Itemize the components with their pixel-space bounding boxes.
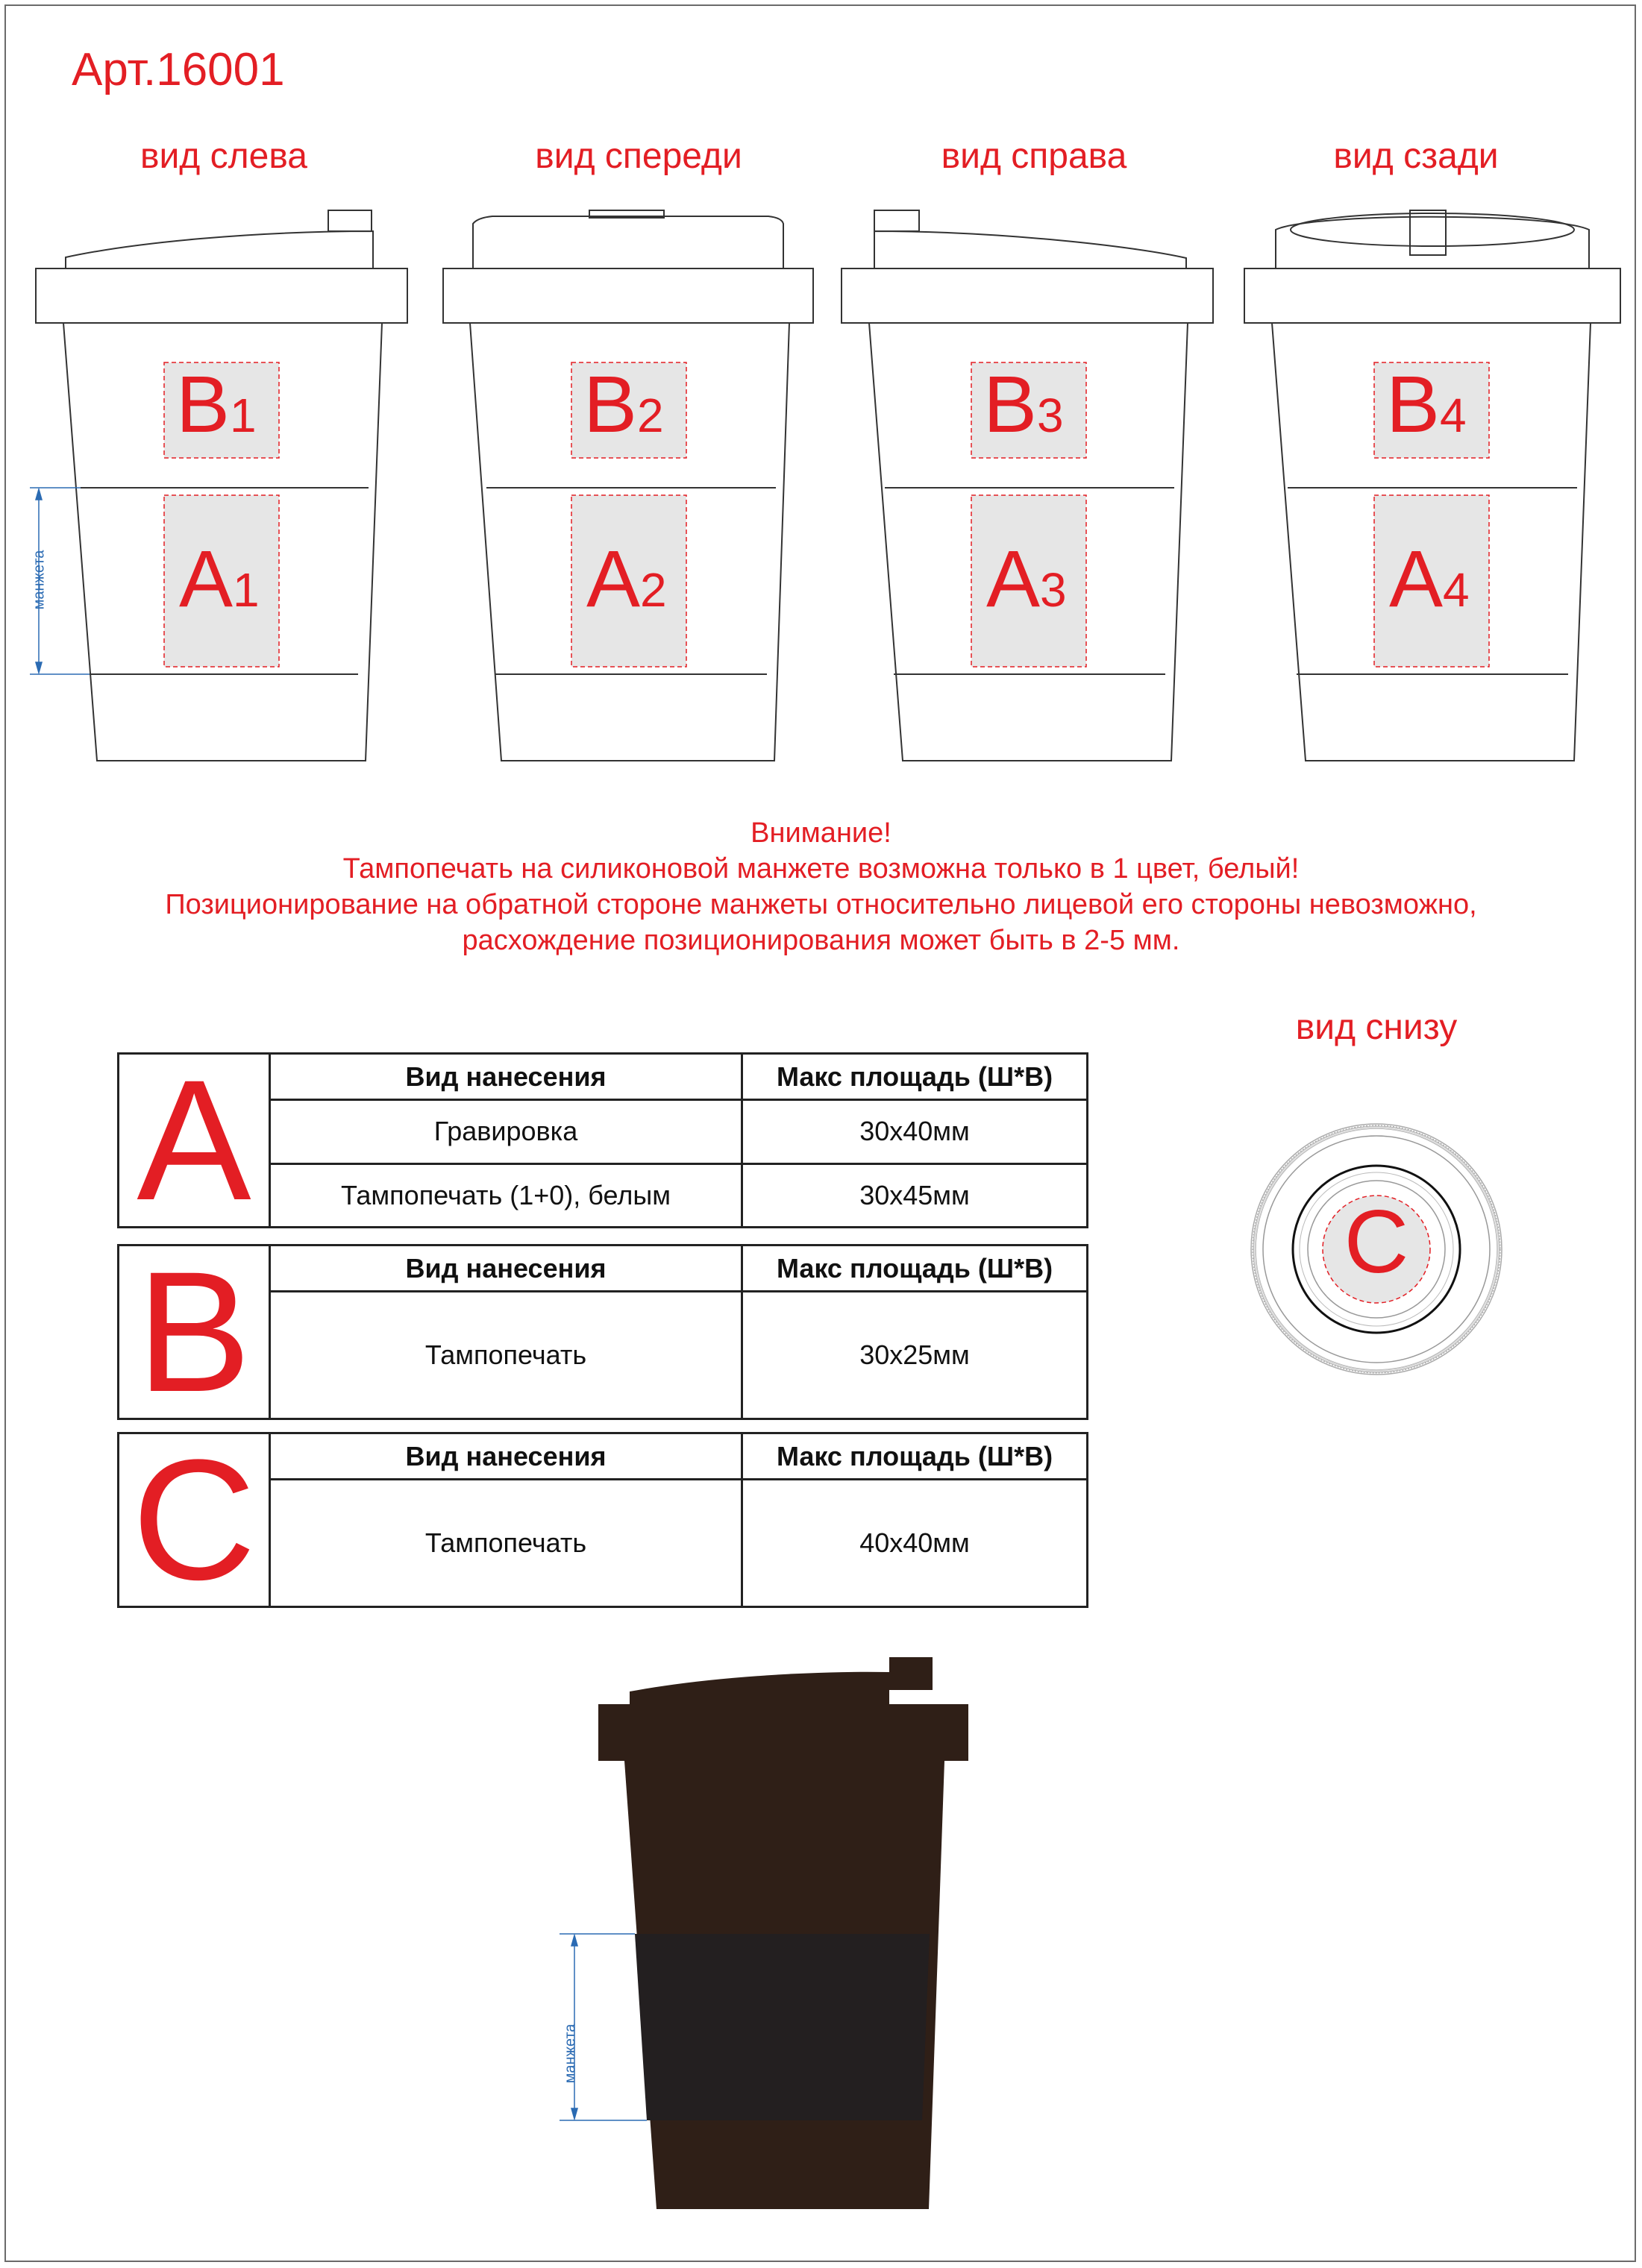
table-a-header-area: Макс площадь (Ш*В)	[742, 1054, 1088, 1100]
product-sleeve-label: манжета	[562, 2023, 579, 2084]
sleeve-dimension-label: манжета	[31, 550, 48, 610]
table-a-letter: A	[119, 1054, 270, 1228]
table-b-letter: B	[119, 1245, 270, 1419]
zone-label-a4: A4	[1389, 533, 1470, 623]
cup-front-view	[443, 210, 813, 761]
table-c-header-method: Вид нанесения	[270, 1433, 742, 1480]
zone-label-a3: A3	[986, 533, 1067, 623]
view-label-back: вид сзади	[1333, 136, 1499, 176]
cup-left-view	[36, 210, 407, 761]
zone-label-b3: B3	[983, 359, 1064, 449]
table-b-header-method: Вид нанесения	[270, 1245, 742, 1292]
article-title: Арт.16001	[72, 44, 285, 95]
view-label-left: вид слева	[140, 136, 307, 176]
cup-views-drawing	[0, 194, 1642, 776]
notice-line-2: Позиционирование на обратной стороне манжеты относительно лицевой его стороны невозможно,	[165, 889, 1477, 920]
notice-line-1: Тампопечать на силиконовой манжете возможна только в 1 цвет, белый!	[342, 853, 1300, 885]
zone-label-c: C	[1344, 1192, 1409, 1292]
zone-label-b4: B4	[1386, 359, 1467, 449]
table-c-row1-area: 40x40мм	[742, 1480, 1088, 1607]
zone-label-a1: A1	[179, 533, 260, 623]
zone-label-a2: A2	[586, 533, 667, 623]
table-c-letter: C	[119, 1433, 270, 1607]
table-a-row1-method: Гравировка	[270, 1100, 742, 1163]
table-a-row1-area: 30x40мм	[742, 1100, 1088, 1163]
product-cup-illustration	[522, 1648, 1044, 2215]
table-a-row2-area: 30x45мм	[742, 1163, 1088, 1227]
table-b-row1-method: Тампопечать	[270, 1292, 742, 1419]
table-c-header-area: Макс площадь (Ш*В)	[742, 1433, 1088, 1480]
zone-label-b1: B1	[176, 359, 257, 449]
notice-line-3: расхождение позиционирования может быть в 2-5 мм.	[462, 925, 1180, 956]
view-label-front: вид спереди	[535, 136, 742, 176]
spec-table-a	[117, 1044, 1088, 1236]
table-c-row1-method: Тампопечать	[270, 1480, 742, 1607]
table-b-row1-area: 30x25мм	[742, 1292, 1088, 1419]
table-a-header-method: Вид нанесения	[270, 1054, 742, 1100]
notice-title: Внимание!	[751, 817, 891, 849]
spec-table-b	[117, 1236, 1088, 1427]
cup-back-view	[1244, 210, 1620, 761]
view-label-right: вид справа	[941, 136, 1127, 176]
spec-table-c	[117, 1424, 1088, 1615]
bottom-view-label: вид снизу	[1295, 1008, 1458, 1047]
cup-right-view	[842, 210, 1213, 761]
zone-label-b2: B2	[583, 359, 664, 449]
table-a-row2-method: Тампопечать (1+0), белым	[270, 1163, 742, 1227]
table-b-header-area: Макс площадь (Ш*В)	[742, 1245, 1088, 1292]
